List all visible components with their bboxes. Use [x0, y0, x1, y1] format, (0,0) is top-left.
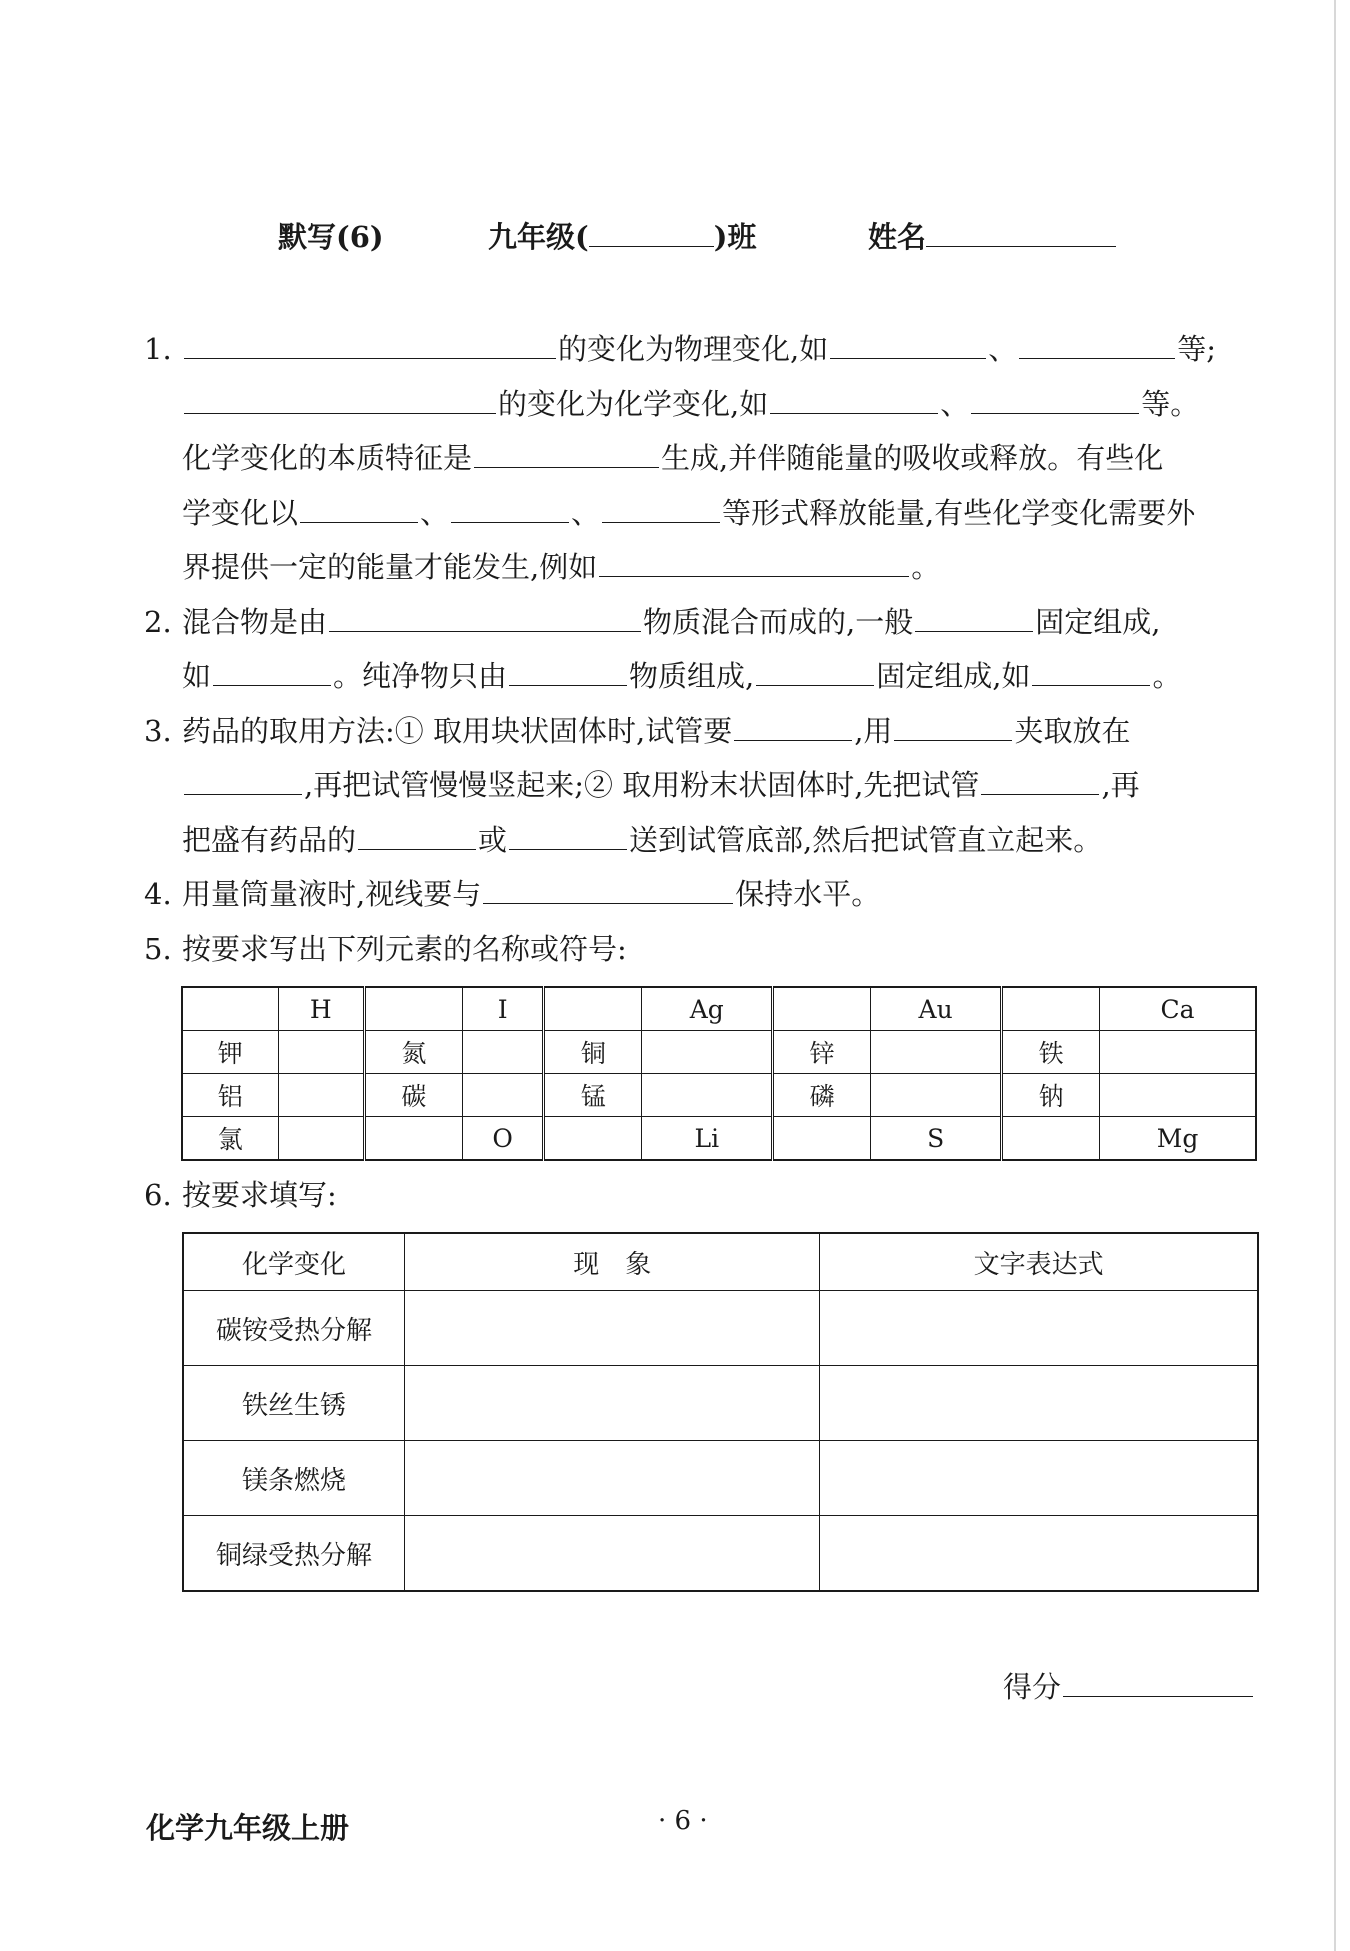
answer-blank[interactable] [213, 649, 331, 686]
answer-blank[interactable] [894, 704, 1012, 741]
q2-text: 物质组成, [629, 659, 755, 693]
table-row [183, 1516, 1258, 1592]
table-row [182, 1031, 1256, 1074]
answer-blank[interactable] [329, 595, 641, 632]
q1-line-2 [144, 377, 1259, 432]
change-name: 铜绿受热分解 [183, 1516, 405, 1592]
answer-blank[interactable] [734, 704, 852, 741]
answer-blank[interactable] [184, 758, 302, 795]
q4-text: 保持水平。 [735, 877, 881, 911]
q3-text: 或 [478, 822, 508, 857]
q1-text: 。 [911, 550, 941, 584]
element-given-cell: O [462, 1117, 544, 1161]
q3-line-1 [144, 704, 1259, 759]
q1-line-4 [144, 486, 1259, 541]
q1-line-1 [144, 322, 1259, 377]
q2-text: 物质混合而成的,一般 [643, 604, 914, 639]
q1-text: 界提供一定的能量才能发生,例如 [182, 550, 598, 584]
q1-text: 、 [420, 495, 450, 530]
answer-blank[interactable] [915, 595, 1033, 632]
answer-blank[interactable] [1032, 649, 1150, 686]
q1-line-3 [144, 431, 1259, 486]
q6-number: 6. [144, 1178, 172, 1212]
element-given-cell: Ca [1100, 987, 1256, 1031]
element-answer-cell[interactable] [544, 987, 642, 1031]
q2-text: 混合物是由 [182, 604, 328, 639]
q4-text: 用量筒量液时,视线要与 [182, 877, 482, 911]
phenomenon-cell[interactable] [405, 1291, 820, 1366]
q3-text: 夹取放在 [1014, 713, 1131, 748]
q2-text: 固定组成, [1035, 604, 1161, 639]
q1-line-5 [144, 540, 1259, 595]
book-title: 化学九年级上册 [146, 1811, 350, 1845]
page-edge [1334, 0, 1336, 1951]
element-answer-cell[interactable] [773, 987, 871, 1031]
q3-text: ,再把试管慢慢竖起来;② 取用粉末状固体时,先把试管 [304, 768, 980, 802]
name-field [868, 215, 1116, 256]
element-answer-cell[interactable] [462, 1074, 544, 1117]
q4-number: 4. [144, 877, 172, 911]
element-given-cell: 铜 [544, 1031, 642, 1074]
q1-text: 的变化为化学变化,如 [498, 386, 769, 421]
q1-text: 等; [1177, 332, 1217, 366]
element-given-cell: H [278, 987, 364, 1031]
q1-text: 等形式释放能量,有些化学变化需要外 [722, 495, 1196, 530]
element-answer-cell[interactable] [278, 1031, 364, 1074]
q2-text: 固定组成,如 [876, 659, 1031, 693]
q1-number: 1. [144, 332, 172, 366]
table-row [183, 1291, 1258, 1366]
table-row [183, 1366, 1258, 1441]
q6-heading [144, 1168, 1259, 1223]
worksheet-title: 默写(6) [278, 220, 384, 254]
q1-text: 生成,并伴随能量的吸收或释放。有些化 [661, 441, 1164, 475]
score-label: 得分 [1003, 1670, 1062, 1704]
element-given-cell: Ag [642, 987, 773, 1031]
element-answer-cell[interactable] [642, 1031, 773, 1074]
change-name: 镁条燃烧 [183, 1441, 405, 1516]
element-given-cell: I [462, 987, 544, 1031]
q6-text: 按要求填写: [182, 1178, 337, 1212]
element-answer-cell[interactable] [871, 1074, 1002, 1117]
worksheet-header [0, 215, 1350, 265]
grade-class-field [488, 215, 756, 256]
element-table [181, 986, 1257, 1161]
element-given-cell: 铝 [182, 1074, 278, 1117]
q2-line-2 [144, 649, 1259, 704]
answer-blank[interactable] [483, 867, 733, 904]
equation-cell[interactable] [820, 1516, 1258, 1592]
equation-cell[interactable] [820, 1291, 1258, 1366]
answer-blank[interactable] [509, 649, 627, 686]
header-word-equation: 文字表达式 [820, 1233, 1258, 1291]
answer-blank[interactable] [451, 486, 569, 523]
answer-blank[interactable] [300, 486, 418, 523]
q3-number: 3. [144, 713, 172, 748]
equation-cell[interactable] [820, 1366, 1258, 1441]
q6-line-1 [144, 1168, 1259, 1223]
q1-text: 、 [988, 332, 1018, 366]
answer-blank[interactable] [981, 758, 1099, 795]
q3-line-3 [144, 813, 1259, 868]
score-blank[interactable] [1063, 1660, 1253, 1697]
grade-suffix: )班 [713, 220, 757, 254]
q2-text: 。 [1152, 659, 1182, 693]
element-given-cell: 碳 [364, 1074, 462, 1117]
element-answer-cell[interactable] [278, 1117, 364, 1161]
element-given-cell: 钾 [182, 1031, 278, 1074]
answer-blank[interactable] [184, 377, 496, 414]
phenomenon-cell[interactable] [405, 1366, 820, 1441]
q3-text: 把盛有药品的 [182, 822, 357, 857]
q1-text: 学变化以 [182, 495, 299, 530]
equation-cell[interactable] [820, 1441, 1258, 1516]
q5-number: 5. [144, 931, 172, 966]
answer-blank[interactable] [830, 322, 986, 359]
phenomenon-cell[interactable] [405, 1516, 820, 1592]
element-answer-cell[interactable] [544, 1117, 642, 1161]
element-answer-cell[interactable] [1100, 1031, 1256, 1074]
answer-blank[interactable] [971, 377, 1139, 414]
element-answer-cell[interactable] [462, 1031, 544, 1074]
element-answer-cell[interactable] [182, 987, 278, 1031]
q1-text: 的变化为物理变化,如 [558, 332, 829, 366]
table-row [182, 1117, 1256, 1161]
q5-line-1 [144, 922, 1259, 977]
element-given-cell: 钠 [1002, 1074, 1100, 1117]
q2-text: 如 [182, 659, 212, 693]
grade-prefix: 九年级( [488, 220, 589, 254]
answer-blank[interactable] [770, 377, 938, 414]
table-row [183, 1441, 1258, 1516]
score-field [1003, 1660, 1255, 1706]
class-blank[interactable] [589, 216, 714, 247]
change-name: 碳铵受热分解 [183, 1291, 405, 1366]
element-given-cell: 锰 [544, 1074, 642, 1117]
q1-text: 、 [571, 495, 601, 530]
q3-text: 药品的取用方法:① 取用块状固体时,试管要 [182, 713, 733, 748]
name-label: 姓名 [868, 220, 927, 254]
answer-blank[interactable] [358, 813, 476, 850]
element-answer-cell[interactable] [364, 1117, 462, 1161]
phenomenon-cell[interactable] [405, 1441, 820, 1516]
element-answer-cell[interactable] [773, 1117, 871, 1161]
answer-blank[interactable] [474, 431, 659, 468]
element-given-cell: 磷 [773, 1074, 871, 1117]
q5-text: 按要求写出下列元素的名称或符号: [182, 931, 627, 966]
q2-line-1 [144, 595, 1259, 650]
q3-text: ,再 [1101, 768, 1140, 802]
element-given-cell: 氯 [182, 1117, 278, 1161]
element-answer-cell[interactable] [642, 1074, 773, 1117]
table-row [182, 1074, 1256, 1117]
element-given-cell: Li [642, 1117, 773, 1161]
q1-text: 等。 [1141, 386, 1200, 421]
element-answer-cell[interactable] [1100, 1074, 1256, 1117]
answer-blank[interactable] [509, 813, 627, 850]
header-phenomenon: 现 象 [405, 1233, 820, 1291]
name-blank[interactable] [926, 216, 1116, 247]
q2-text: 。纯净物只由 [333, 659, 508, 693]
element-given-cell: 铁 [1002, 1031, 1100, 1074]
q3-text: 送到试管底部,然后把试管直立起来。 [629, 822, 1103, 857]
answer-blank[interactable] [756, 649, 874, 686]
q4-line-1 [144, 867, 1259, 922]
element-given-cell: Mg [1100, 1117, 1256, 1161]
q3-line-2 [144, 758, 1259, 813]
element-given-cell: 氮 [364, 1031, 462, 1074]
q1-text: 化学变化的本质特征是 [182, 441, 473, 475]
element-answer-cell[interactable] [1002, 987, 1100, 1031]
q3-text: ,用 [854, 713, 893, 748]
element-answer-cell[interactable] [1002, 1117, 1100, 1161]
page-number: · 6 · [658, 1806, 708, 1836]
element-answer-cell[interactable] [278, 1074, 364, 1117]
q2-number: 2. [144, 604, 172, 639]
chemical-change-table [182, 1232, 1259, 1592]
element-answer-cell[interactable] [871, 1031, 1002, 1074]
answer-blank[interactable] [1019, 322, 1175, 359]
questions [144, 322, 1259, 976]
change-name: 铁丝生锈 [183, 1366, 405, 1441]
answer-blank[interactable] [184, 322, 556, 359]
element-given-cell: Au [871, 987, 1002, 1031]
element-given-cell: 锌 [773, 1031, 871, 1074]
header-chemical-change: 化学变化 [183, 1233, 405, 1291]
answer-blank[interactable] [599, 540, 909, 577]
element-given-cell: S [871, 1117, 1002, 1161]
table-row [182, 987, 1256, 1031]
element-answer-cell[interactable] [364, 987, 462, 1031]
q1-text: 、 [940, 386, 970, 421]
answer-blank[interactable] [602, 486, 720, 523]
